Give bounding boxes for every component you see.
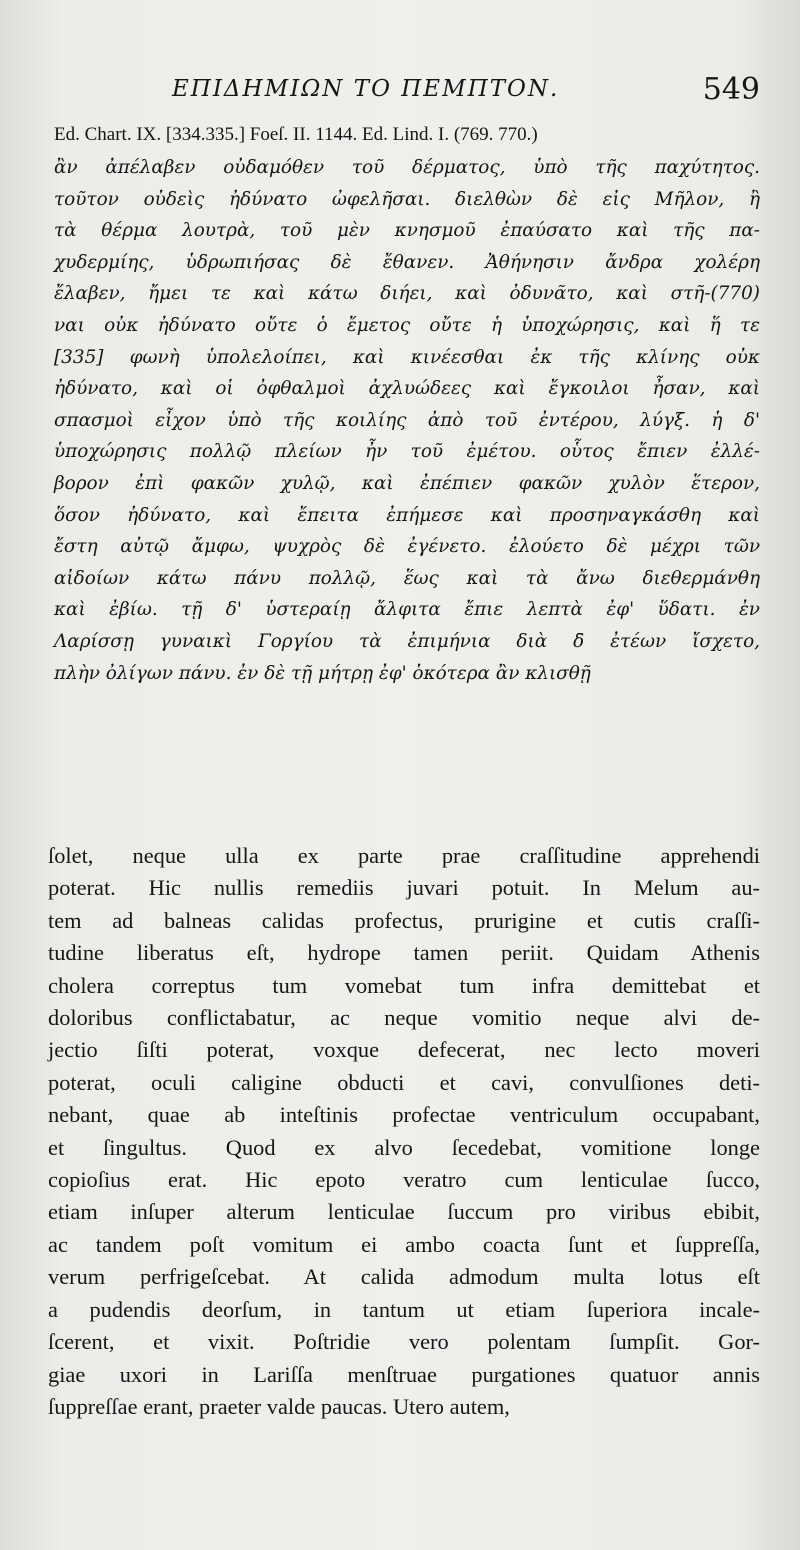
latin-text-line: doloribus conflictabatur, ac neque vomitio neque alvi de-: [48, 1005, 760, 1031]
latin-text-line: jectio ſiſti poterat, voxque defecerat, nec lecto moveri: [48, 1037, 760, 1063]
latin-text-line: ſcerent, et vixit. Poſtridie vero polentam ſumpſit. Gor-: [48, 1329, 760, 1355]
greek-text-line: καὶ ἐβίω. τῇ δ' ὑστεραίῃ ἄλφιτα ἔπιε λεπτὰ ἐφ' ὕδατι. ἐν: [54, 599, 760, 621]
latin-text-line: cholera correptus tum vomebat tum infra demittebat et: [48, 972, 760, 998]
latin-text-line: nebant, quae ab inteſtinis profectae ventriculum occupabant,: [48, 1102, 760, 1128]
greek-text-block: [54, 152, 760, 689]
greek-text-line: βορον ἐπὶ φακῶν χυλῷ, καὶ ἐπέπιεν φακῶν χυλὸν ἕτερον,: [54, 472, 760, 494]
greek-text-line: ἂν ἀπέλαβεν οὐδαμόθεν τοῦ δέρματος, ὑπὸ τῆς παχύτητος.: [54, 157, 760, 178]
latin-text-line: copioſius erat. Hic epoto veratro cum lenticulae ſucco,: [48, 1167, 760, 1193]
greek-text-line: ναι οὐκ ἠδύνατο οὔτε ὁ ἔμετος οὔτε ἡ ὑποχώρησις, καὶ ἥ τε: [54, 314, 760, 336]
latin-text-line: ſolet, neque ulla ex parte prae craſſitudine apprehendi: [48, 843, 760, 868]
latin-text-line: et ſingultus. Quod ex alvo ſecedebat, vomitione longe: [48, 1134, 760, 1160]
greek-text-line: [335] φωνὴ ὑπολελοίπει, καὶ κινέεσθαι ἐκ τῆς κλίνης οὐκ: [54, 346, 760, 368]
greek-text-line: χυδερμίης, ὑδρωπιήσας δὲ ἔθανεν. Ἀθήνησιν ἄνδρα χολέρη: [54, 251, 760, 273]
greek-text-line: ὑποχώρησις πολλῷ πλείων ἦν τοῦ ἐμέτου. οὗτος ἔπιεν ἐλλέ-: [54, 441, 760, 463]
greek-text-line: ἠδύνατο, καὶ οἱ ὀφθαλμοὶ ἀχλυώδεες καὶ ἔγκοιλοι ἦσαν, καὶ: [54, 378, 760, 400]
latin-translation-block: [48, 840, 760, 1423]
running-title: ΕΠΙΔΗΜΙΩΝ ΤΟ ΠΕΜΠΤΟΝ.: [172, 76, 560, 102]
latin-text-line: tem ad balneas calidas profectus, prurigine et cutis craſſi-: [48, 907, 760, 933]
edition-reference-line: Ed. Chart. IX. [334.335.] Foeſ. II. 1144. Ed. Lind. I. (769. 770.): [54, 124, 538, 145]
running-head: [50, 72, 760, 112]
latin-text-line: ac tandem poſt vomitum ei ambo coacta ſunt et ſuppreſſa,: [48, 1231, 760, 1257]
greek-text-line: Λαρίσσῃ γυναικὶ Γοργίου τὰ ἐπιμήνια διὰ δ̄ ἐτέων ἴσχετο,: [54, 630, 760, 652]
latin-text-line: ſuppreſſae erant, praeter valde paucas. Utero autem,: [48, 1393, 510, 1419]
greek-text-line: σπασμοὶ εἶχον ὑπὸ τῆς κοιλίης ἀπὸ τοῦ ἐντέρου, λύγξ. ἡ δ': [54, 409, 760, 431]
page-number: 549: [702, 72, 760, 107]
greek-text-line: ὅσον ἠδύνατο, καὶ ἔπειτα ἐπήμεσε καὶ προσηναγκάσθη καὶ: [54, 504, 760, 526]
greek-text-line: τὰ θέρμα λουτρὰ, τοῦ μὲν κνησμοῦ ἐπαύσατο καὶ τῆς πα-: [54, 220, 760, 242]
greek-text-line: τοῦτον οὐδεὶς ἠδύνατο ὠφελῆσαι. διελθὼν δὲ εἰς Μῆλον, ἢ: [54, 188, 760, 210]
latin-text-line: giae uxori in Lariſſa menſtruae purgationes quatuor annis: [48, 1361, 760, 1387]
greek-text-line: ἔλαβεν, ἤμει τε καὶ κάτω διήει, καὶ ὀδυνᾶτο, καὶ στῆ-(770): [54, 283, 760, 305]
latin-text-line: etiam inſuper alterum lenticulae ſuccum pro viribus ebibit,: [48, 1199, 760, 1225]
latin-text-line: verum perfrigeſcebat. At calida admodum multa lotus eſt: [48, 1264, 760, 1290]
latin-text-line: a pudendis deorſum, in tantum ut etiam ſuperiora incale-: [48, 1296, 760, 1322]
greek-text-line: ἔστη αὐτῷ ἄμφω, ψυχρὸς δὲ ἐγένετο. ἐλούετο δὲ μέχρι τῶν: [54, 536, 760, 558]
greek-text-line: πλὴν ὀλίγων πάνυ. ἐν δὲ τῇ μήτρῃ ἐφ' ὁκότερα ἂν κλισθῇ: [54, 662, 591, 684]
latin-text-line: tudine liberatus eſt, hydrope tamen periit. Quidam Athenis: [48, 940, 760, 966]
latin-text-line: poterat, oculi caligine obducti et cavi, convulſiones deti-: [48, 1069, 760, 1095]
greek-text-line: αἰδοίων κάτω πάνυ πολλῷ, ἕως καὶ τὰ ἄνω διεθερμάνθη: [54, 567, 760, 589]
latin-text-line: poterat. Hic nullis remediis juvari potuit. In Melum au-: [48, 875, 760, 901]
